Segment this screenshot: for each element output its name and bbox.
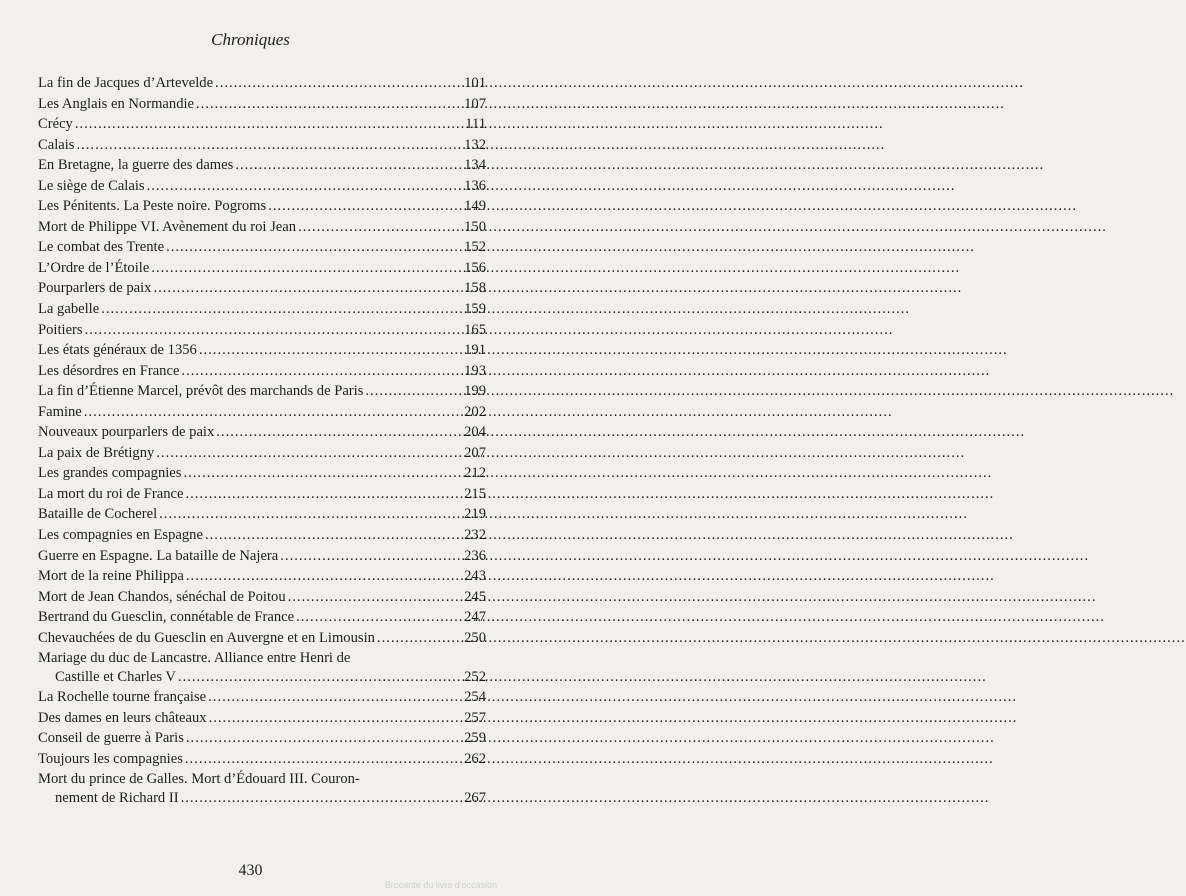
toc-entry <box>38 136 486 154</box>
toc-entry-title: Castille et Charles V <box>55 668 176 685</box>
toc-entry-title: Chevauchées de du Guesclin en Auvergne et en Limousin <box>38 629 375 646</box>
toc-page-number: 207 <box>464 444 486 461</box>
toc-entry <box>38 770 486 807</box>
toc-entry <box>38 505 486 523</box>
toc-entry <box>38 238 486 256</box>
toc-entry <box>38 300 486 318</box>
toc-entry-title: nement de Richard II <box>55 789 179 806</box>
toc-entry-title: Famine <box>38 403 82 420</box>
toc-entry <box>38 588 486 606</box>
dot-leader <box>179 789 462 807</box>
toc-page-number: 254 <box>464 689 486 706</box>
table-of-contents <box>38 74 486 809</box>
toc-entry-title: Bertrand du Guesclin, connétable de France <box>38 609 295 626</box>
dot-leader <box>73 115 462 133</box>
dot-leader <box>151 279 462 297</box>
toc-entry-line <box>38 177 486 195</box>
toc-entry-title: Mort de Jean Chandos, sénéchal de Poitou <box>38 588 286 605</box>
toc-entry-title: Nouveaux pourparlers de paix <box>38 424 215 441</box>
toc-entry-line <box>38 279 486 297</box>
toc-entry-line <box>38 588 486 606</box>
toc-page-number: 232 <box>464 527 486 544</box>
toc-page-number: 252 <box>464 668 486 685</box>
toc-entry-title: Conseil de guerre à Paris <box>38 730 184 747</box>
toc-entry <box>38 321 486 339</box>
dot-leader <box>206 688 462 706</box>
dot-leader <box>181 464 462 482</box>
toc-page-number: 267 <box>464 789 486 806</box>
dot-leader <box>183 485 462 503</box>
toc-entry-title: Les états généraux de 1356 <box>38 342 197 359</box>
toc-page-number: 134 <box>464 157 486 174</box>
toc-entry-title: Les compagnies en Espagne <box>38 527 203 544</box>
toc-entry <box>38 750 486 768</box>
toc-entry-line <box>38 729 486 747</box>
toc-entry <box>38 547 486 565</box>
dot-leader <box>154 444 462 462</box>
toc-entry-line <box>38 688 486 706</box>
toc-entry <box>38 177 486 195</box>
dot-leader <box>278 547 462 565</box>
toc-entry-line <box>38 547 486 565</box>
toc-entry-title: Les grandes compagnies <box>38 465 182 482</box>
toc-page-number: 156 <box>464 259 486 276</box>
toc-entry-line <box>38 608 486 626</box>
toc-page-number: 193 <box>464 362 486 379</box>
toc-entry-line <box>38 567 486 585</box>
toc-page-number: 219 <box>464 506 486 523</box>
toc-entry-line <box>38 74 486 92</box>
toc-page-number: 132 <box>464 136 486 153</box>
toc-entry-title: Mort de Philippe VI. Avènement du roi Jean <box>38 218 297 235</box>
dot-leader <box>164 238 462 256</box>
toc-entry-line <box>38 238 486 256</box>
toc-entry-line <box>38 629 486 647</box>
toc-entry <box>38 444 486 462</box>
toc-entry-title: Le siège de Calais <box>38 177 145 194</box>
toc-entry-line <box>38 750 486 768</box>
toc-entry <box>38 729 486 747</box>
toc-page-number: 215 <box>464 485 486 502</box>
toc-entry <box>38 74 486 92</box>
toc-entry-line <box>38 382 486 400</box>
dot-leader <box>214 423 462 441</box>
toc-entry-title: L’Ordre de l’Étoile <box>38 259 150 276</box>
dot-leader <box>294 608 462 626</box>
toc-entry-line <box>38 197 486 215</box>
toc-entry-title: Guerre en Espagne. La bataille de Najera <box>38 547 279 564</box>
dot-leader <box>183 750 462 768</box>
dot-leader <box>82 403 462 421</box>
toc-entry <box>38 485 486 503</box>
toc-entry-title: Les désordres en France <box>38 362 180 379</box>
toc-entry-title: Des dames en leurs châteaux <box>38 709 207 726</box>
toc-page-number: 191 <box>464 342 486 359</box>
toc-entry-line <box>38 115 486 133</box>
toc-page-number: 204 <box>464 424 486 441</box>
watermark: Brocante du livre d'occasion <box>384 880 497 890</box>
toc-entry-title: Mort du prince de Galles. Mort d’Édouard III. Couron- <box>38 771 360 788</box>
toc-entry <box>38 649 486 686</box>
toc-entry-line <box>38 464 486 482</box>
dot-leader <box>363 382 462 400</box>
toc-page-number: 257 <box>464 709 486 726</box>
toc-page-number: 247 <box>464 609 486 626</box>
toc-entry-title: Toujours les compagnies <box>38 750 183 767</box>
toc-page-number: 262 <box>464 750 486 767</box>
dot-leader <box>149 259 462 277</box>
toc-page-number: 236 <box>464 547 486 564</box>
toc-entry-line <box>38 485 486 503</box>
toc-entry-title: Poitiers <box>38 321 83 338</box>
toc-page-number: 199 <box>464 383 486 400</box>
dot-leader <box>99 300 462 318</box>
toc-page-number: 150 <box>464 218 486 235</box>
toc-entry-line <box>38 789 486 807</box>
toc-page-number: 212 <box>464 465 486 482</box>
toc-entry-line <box>38 526 486 544</box>
toc-page-number: 158 <box>464 280 486 297</box>
toc-entry <box>38 259 486 277</box>
dot-leader <box>296 218 462 236</box>
toc-entry <box>38 197 486 215</box>
toc-entry-line <box>38 259 486 277</box>
toc-entry-title: La Rochelle tourne française <box>38 689 207 706</box>
toc-page-number: 107 <box>464 95 486 112</box>
toc-entry-line <box>38 321 486 339</box>
toc-entry <box>38 464 486 482</box>
toc-entry <box>38 362 486 380</box>
dot-leader <box>157 505 462 523</box>
toc-entry <box>38 423 486 441</box>
toc-entry-title: En Bretagne, la guerre des dames <box>38 157 234 174</box>
toc-page-number: 159 <box>464 301 486 318</box>
toc-entry <box>38 115 486 133</box>
dot-leader <box>213 74 462 92</box>
toc-entry-line <box>38 770 486 788</box>
toc-entry-title: Mort de la reine Philippa <box>38 568 184 585</box>
toc-entry-line <box>38 505 486 523</box>
toc-page-number: 111 <box>465 116 486 133</box>
toc-page-number: 136 <box>464 177 486 194</box>
toc-entry <box>38 688 486 706</box>
toc-entry-line <box>38 403 486 421</box>
toc-entry-title: Les Anglais en Normandie <box>38 95 195 112</box>
toc-entry-title: Bataille de Cocherel <box>38 506 158 523</box>
toc-page-number: 101 <box>464 75 486 91</box>
toc-entry <box>38 279 486 297</box>
toc-entry-title: La fin de Jacques d’Artevelde <box>38 75 214 91</box>
toc-entry-title: Mariage du duc de Lancastre. Alliance entre Henri de <box>38 650 351 667</box>
running-header: Chroniques <box>211 30 290 49</box>
toc-entry <box>38 341 486 359</box>
toc-entry-line <box>38 362 486 380</box>
toc-entry-line <box>38 300 486 318</box>
toc-page-number: 243 <box>464 568 486 585</box>
toc-entry <box>38 567 486 585</box>
toc-entry <box>38 709 486 727</box>
toc-page-number: 250 <box>464 629 486 646</box>
dot-leader <box>184 729 462 747</box>
dot-leader <box>74 136 462 154</box>
toc-entry-line <box>38 668 486 686</box>
dot-leader <box>179 362 462 380</box>
toc-page-number: 149 <box>464 198 486 215</box>
toc-entry-title: La fin d’Étienne Marcel, prévôt des marchands de Paris <box>38 383 364 400</box>
toc-entry-title: Le combat des Trente <box>38 239 165 256</box>
toc-page-number: 202 <box>464 403 486 420</box>
dot-leader <box>266 197 462 215</box>
toc-entry <box>38 156 486 174</box>
dot-leader <box>184 567 462 585</box>
dot-leader <box>145 177 462 195</box>
toc-entry-title: Calais <box>38 136 75 153</box>
toc-entry-line <box>38 423 486 441</box>
toc-entry-title: Les Pénitents. La Peste noire. Pogroms <box>38 198 267 215</box>
toc-page-number: 259 <box>464 730 486 747</box>
page-number: 430 <box>238 862 263 879</box>
toc-entry-line <box>38 156 486 174</box>
toc-entry <box>38 608 486 626</box>
dot-leader <box>194 95 462 113</box>
dot-leader <box>83 321 462 339</box>
dot-leader <box>233 156 462 174</box>
dot-leader <box>375 629 462 647</box>
toc-entry-line <box>38 218 486 236</box>
toc-page-number: 152 <box>464 239 486 256</box>
dot-leader <box>286 588 462 606</box>
toc-entry-title: La gabelle <box>38 301 100 318</box>
toc-entry <box>38 629 486 647</box>
toc-entry-line <box>38 136 486 154</box>
toc-entry-title: Crécy <box>38 116 73 133</box>
toc-entry-title: Pourparlers de paix <box>38 280 152 297</box>
toc-entry-line <box>38 444 486 462</box>
dot-leader <box>207 709 462 727</box>
dot-leader <box>197 341 462 359</box>
dot-leader <box>176 668 462 686</box>
toc-page-number: 165 <box>464 321 486 338</box>
dot-leader <box>203 526 462 544</box>
toc-entry <box>38 382 486 400</box>
toc-entry <box>38 218 486 236</box>
toc-entry-title: La paix de Brétigny <box>38 444 155 461</box>
toc-entry-line <box>38 709 486 727</box>
toc-entry-line <box>38 649 486 667</box>
toc-entry-line <box>38 95 486 113</box>
toc-entry <box>38 95 486 113</box>
toc-entry-line <box>38 341 486 359</box>
toc-entry-title: La mort du roi de France <box>38 485 184 502</box>
toc-page-number: 245 <box>464 588 486 605</box>
toc-entry <box>38 526 486 544</box>
toc-entry <box>38 403 486 421</box>
